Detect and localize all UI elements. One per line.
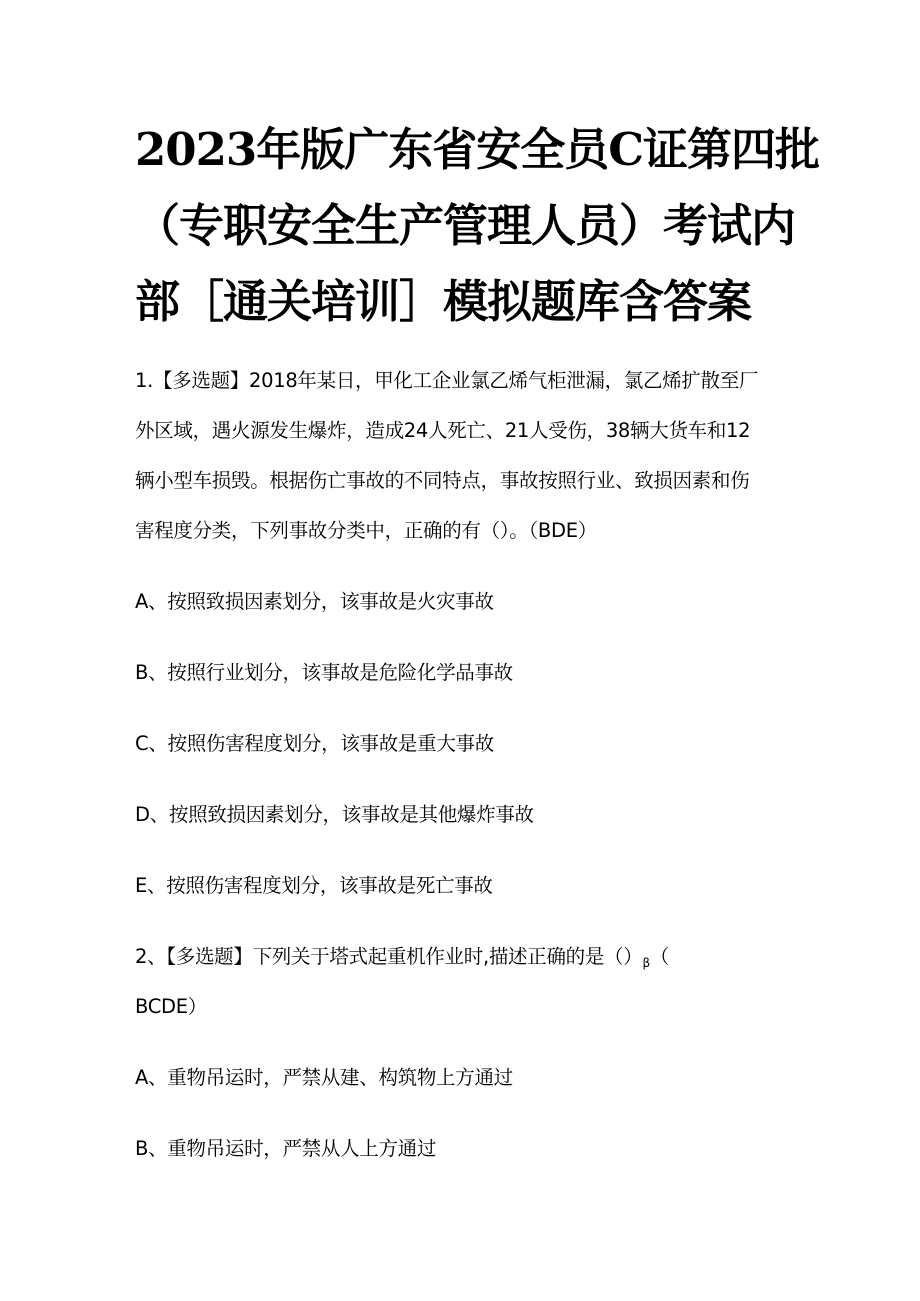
question-text-tail: （ <box>649 945 670 968</box>
question-subscript: β <box>642 956 650 970</box>
question-text-line: 外区域，遇火源发生爆炸，造成24人死亡、21人受伤，38辆大货车和12 <box>135 419 751 442</box>
document-body <box>135 356 795 1174</box>
question-text-line: 辆小型车损毁。根据伤亡事故的不同特点，事故按照行业、致损因素和伤 <box>135 469 750 492</box>
option-b: B、重物吊运时，严禁从人上方通过 <box>135 1137 437 1160</box>
option-e: E、按照伤害程度划分，该事故是死亡事故 <box>135 874 493 897</box>
question-text-line <box>135 932 795 982</box>
title-line: 部［通关培训］模拟题库含答案 <box>135 275 752 328</box>
question-2 <box>135 932 795 1174</box>
title-line: （专职安全生产管理人员）考试内 <box>135 199 796 252</box>
option-c: C、按照伤害程度划分，该事故是重大事故 <box>135 732 494 755</box>
question-text-line: 1.【多选题】2018年某日，甲化工企业氯乙烯气柜泄漏，氯乙烯扩散至厂 <box>135 369 759 392</box>
option-a: A、重物吊运时，严禁从建、构筑物上方通过 <box>135 1066 513 1089</box>
question-answer-line: BCDE） <box>135 995 207 1018</box>
question-text: 2、【多选题】下列关于塔式起重机作业时,描述正确的是（） <box>135 945 643 968</box>
document-title <box>135 112 820 340</box>
title-line: 2023年版广东省安全员C证第四批 <box>135 123 820 176</box>
question-1 <box>135 356 795 911</box>
option-d: D、按照致损因素划分，该事故是其他爆炸事故 <box>135 803 534 826</box>
question-text-line: 害程度分类，下列事故分类中，正确的有（）。（BDE） <box>135 519 597 542</box>
option-a: A、按照致损因素划分，该事故是火灾事故 <box>135 590 494 613</box>
option-b: B、按照行业划分，该事故是危险化学品事故 <box>135 661 513 684</box>
